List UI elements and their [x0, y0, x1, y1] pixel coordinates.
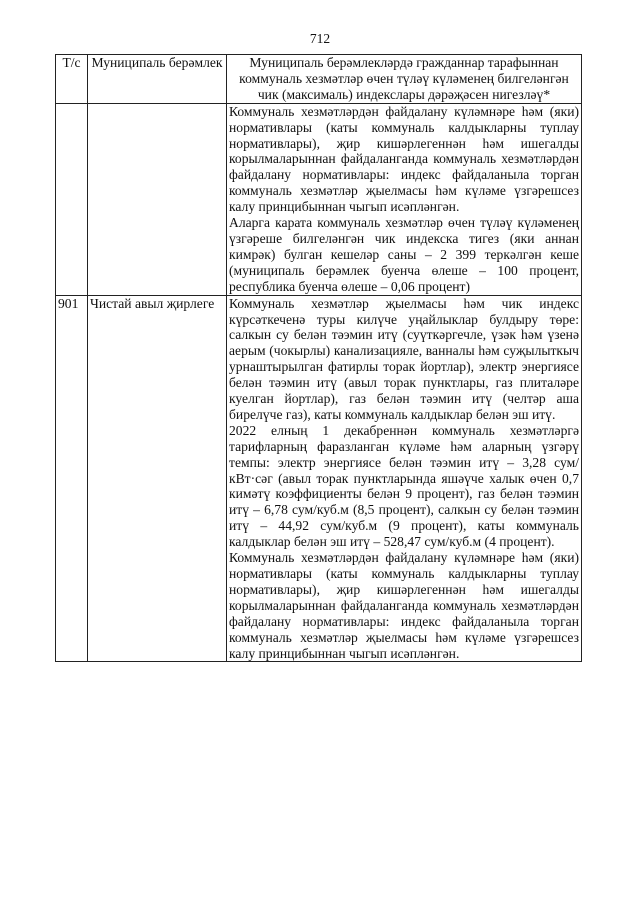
table-row: [56, 103, 582, 295]
paragraph: Коммуналь хезмәтләр җыелмасы һәм чик индекс күрсәткеченә туры килүче уңайлыклар булдыру төре: салкын су белән тәэмин итү (суүткәргечле, үзәк һәм үзенә аерым (чокырлы) канализацияле, ванналы һәм суҗылыткыч урнаштырылган фатирлы торак йортлар), электр энергиясе белән тәэмин итү (авыл торак пунктлары, газ плиталәре куелган йортлар), газ белән тәэмин итү (челтәр аша бирелүче газ), каты коммуналь калдыклар белән эш итү.: [229, 295, 579, 422]
row-number: 901: [56, 295, 88, 662]
paragraph: Коммуналь хезмәтләрдән файдалану күләмнәре һәм (яки) нормативлары (каты коммуналь калдыкларны туплау нормативлары), җир кишәрлегеннән һәм ишегалды корылмаларыннан файдаланганда коммуналь хезмәтләрдән файдалану нормативлары: индекс файдаланыла торган коммуналь хезмәтләр җыелмасы һәм күләме үзгәрешсез калу принцибыннан чыгып исәпләнгән.: [229, 103, 579, 215]
paragraph: Аларга карата коммуналь хезмәтләр өчен түләү күләменең үзгәреше билгеләнгән чик индекска тигез (яки аннан кимрәк) булган кешеләр саны – 2 399 теркәлгән кеше (муниципаль берәмлек буенча өлеше – 100 процент, республика буенча өлеше – 0,06 процент): [229, 215, 579, 294]
paragraph: 2022 елның 1 декабреннән коммуналь хезмәтләргә тарифларның фаразланган күләме һәм аларның үзгәрү темпы: электр энергиясе белән тәэмин итү – 3,28 сум/кВт·сәг (авыл торак пунктларында яшәүче халык өчен 0,7 кимәтү коэффициенты белән 9 процент), газ белән тәэмин итү – 6,78 сум/куб.м (8,5 процент), салкын су белән тәэмин итү – 44,92 сум/куб.м (9 процент), каты коммуналь калдыклар белән эш итү – 528,47 сум/куб.м (4 процент).: [229, 422, 579, 550]
row-municipality: [88, 103, 227, 295]
row-justification: [227, 103, 582, 295]
header-municipality: Муниципаль берәмлек: [88, 55, 227, 104]
paragraph: Коммуналь хезмәтләрдән файдалану күләмнәре һәм (яки) нормативлары (каты коммуналь калдыкларны туплау нормативлары), җир кишәрлегеннән һәм ишегалды корылмаларыннан файдаланганда коммуналь хезмәтләрдән файдалану нормативлары: индекс файдаланыла торган коммуналь хезмәтләр җыелмасы һәм күләме үзгәрешсез калу принцибыннан чыгып исәпләнгән.: [229, 550, 579, 661]
header-justification: Муниципаль берәмлекләрдә гражданнар тарафыннан коммуналь хезмәтләр өчен түләү күләменең билгеләнгән чик (максималь) индекслары дәрәҗәсен нигезләү*: [227, 55, 582, 104]
row-number: [56, 103, 88, 295]
municipal-index-table: [55, 54, 582, 662]
header-number: Т/с: [56, 55, 88, 104]
table-row: [56, 295, 582, 662]
page-number: 712: [309, 31, 331, 46]
row-municipality: Чистай авыл җирлеге: [88, 295, 227, 662]
table-header-row: [56, 55, 582, 104]
row-justification: [227, 295, 582, 662]
